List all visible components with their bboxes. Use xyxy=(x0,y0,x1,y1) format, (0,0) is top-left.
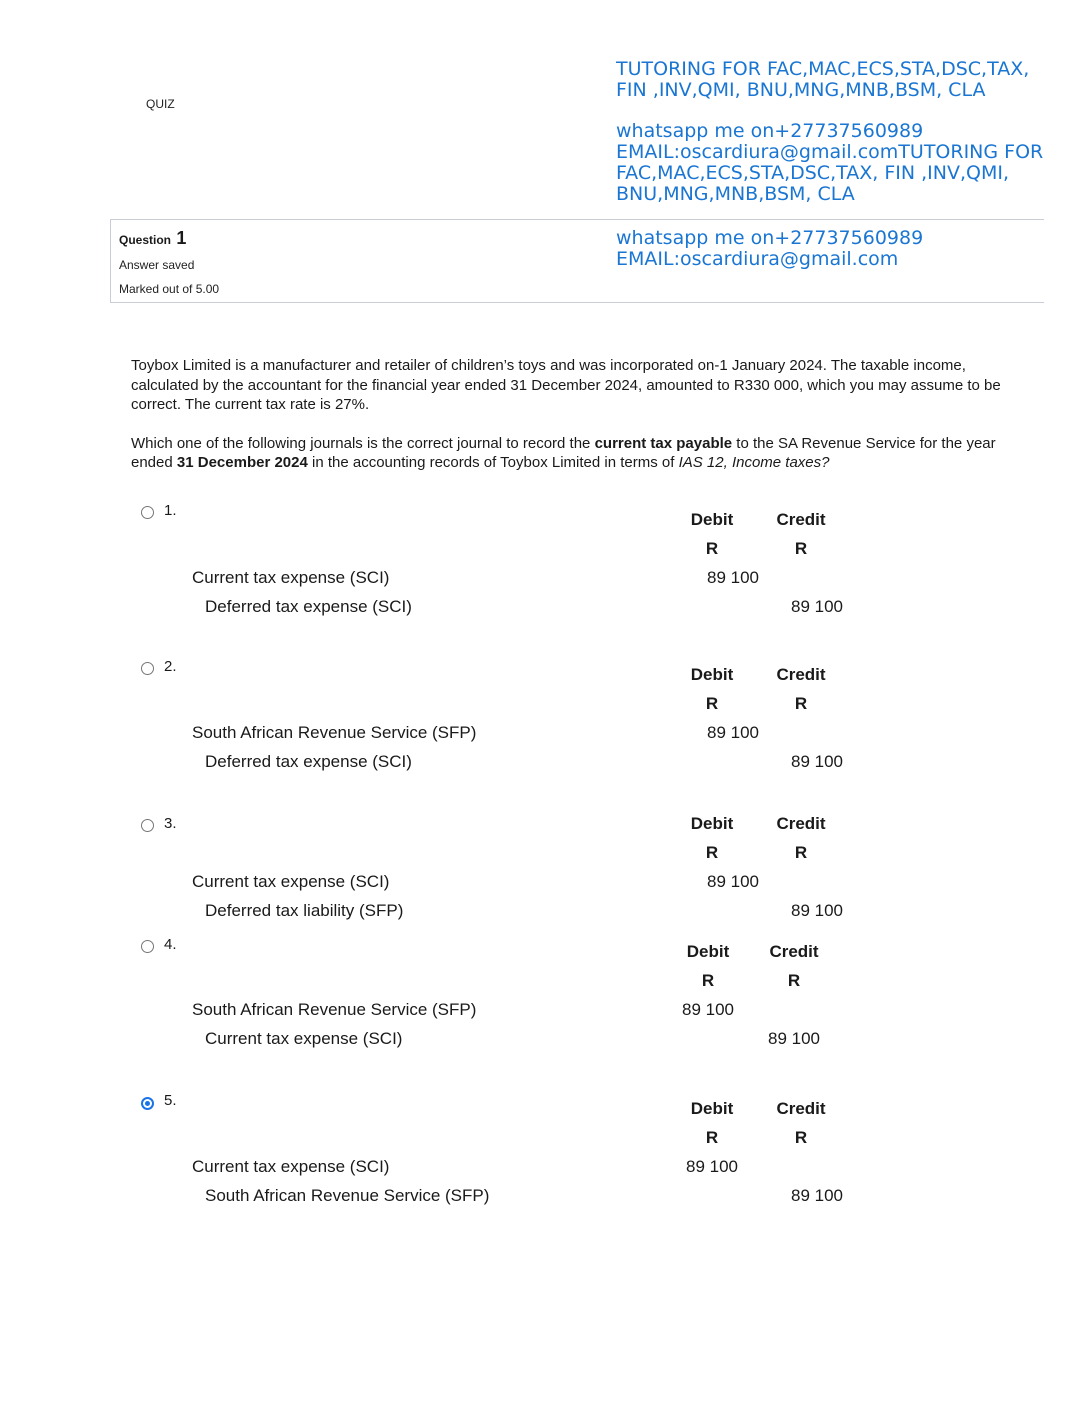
credit-account: South African Revenue Service (SFP) xyxy=(205,1186,490,1205)
debit-currency: R xyxy=(705,694,719,713)
debit-header: Debit xyxy=(686,942,730,961)
debit-amount: 89 100 xyxy=(682,1000,734,1019)
option-number: 4. xyxy=(164,936,177,953)
question-heading xyxy=(119,228,186,249)
debit-header: Debit xyxy=(690,1099,734,1118)
credit-amount: 89 100 xyxy=(768,1029,820,1048)
radio-option-3[interactable] xyxy=(141,819,154,832)
question-label: Question xyxy=(119,233,172,247)
credit-header: Credit xyxy=(769,942,819,961)
option-number: 1. xyxy=(164,502,177,519)
credit-amount: 89 100 xyxy=(791,901,843,920)
debit-header: Debit xyxy=(690,665,734,684)
promo-text-3: whatsapp me on+27737560989 EMAIL:oscardiura@gmail.com xyxy=(616,227,924,270)
credit-header: Credit xyxy=(776,665,826,684)
credit-currency: R xyxy=(787,971,801,990)
radio-option-1[interactable] xyxy=(141,506,154,519)
radio-option-5[interactable] xyxy=(141,1097,154,1110)
debit-header: Debit xyxy=(690,510,734,529)
question-paragraph-1: Toybox Limited is a manufacturer and retailer of children’s toys and was incorporated on-1 January 2024. The taxable income, calculated by the accountant for the financial year ended 31 December 2024, amounted to R330 000, which you may assume to be correct. The current tax rate is 27%. xyxy=(131,357,1001,413)
debit-amount: 89 100 xyxy=(686,1157,738,1176)
debit-account: Current tax expense (SCI) xyxy=(192,568,390,587)
debit-account: Current tax expense (SCI) xyxy=(192,872,390,891)
debit-account: South African Revenue Service (SFP) xyxy=(192,1000,477,1019)
credit-currency: R xyxy=(794,539,808,558)
credit-currency: R xyxy=(794,843,808,862)
debit-account: South African Revenue Service (SFP) xyxy=(192,723,477,742)
credit-currency: R xyxy=(794,1128,808,1147)
credit-account: Deferred tax expense (SCI) xyxy=(205,597,412,616)
credit-account: Current tax expense (SCI) xyxy=(205,1029,403,1048)
debit-currency: R xyxy=(701,971,715,990)
question-text xyxy=(131,356,1031,492)
option-number: 5. xyxy=(164,1092,177,1109)
credit-header: Credit xyxy=(776,814,826,833)
credit-header: Credit xyxy=(776,510,826,529)
debit-currency: R xyxy=(705,539,719,558)
debit-header: Debit xyxy=(690,814,734,833)
credit-account: Deferred tax liability (SFP) xyxy=(205,901,404,920)
question-state: Answer saved xyxy=(119,258,195,272)
credit-currency: R xyxy=(794,694,808,713)
radio-option-2[interactable] xyxy=(141,662,154,675)
debit-amount: 89 100 xyxy=(707,723,759,742)
debit-account: Current tax expense (SCI) xyxy=(192,1157,390,1176)
quiz-label: QUIZ xyxy=(146,97,175,111)
promo-text-1: TUTORING FOR FAC,MAC,ECS,STA,DSC,TAX, FIN ,INV,QMI, BNU,MNG,MNB,BSM, CLA xyxy=(616,58,1030,101)
debit-currency: R xyxy=(705,843,719,862)
question-paragraph-2: Which one of the following journals is the correct journal to record the current tax payable to the SA Revenue Service for the year ended 31 December 2024 in the accounting records of Toybox Limited in terms of IAS 12, Income taxes? xyxy=(131,434,996,471)
debit-amount: 89 100 xyxy=(707,872,759,891)
question-number: 1 xyxy=(176,228,187,248)
credit-amount: 89 100 xyxy=(791,1186,843,1205)
option-number: 3. xyxy=(164,815,177,832)
credit-header: Credit xyxy=(776,1099,826,1118)
promo-text-2: whatsapp me on+27737560989 EMAIL:oscardiura@gmail.comTUTORING FOR FAC,MAC,ECS,STA,DSC,TAX, FIN ,INV,QMI, BNU,MNG,MNB,BSM, CLA xyxy=(616,120,1044,205)
credit-amount: 89 100 xyxy=(791,597,843,616)
debit-amount: 89 100 xyxy=(707,568,759,587)
credit-account: Deferred tax expense (SCI) xyxy=(205,752,412,771)
debit-currency: R xyxy=(705,1128,719,1147)
credit-amount: 89 100 xyxy=(791,752,843,771)
question-grade: Marked out of 5.00 xyxy=(119,282,220,296)
promo-block xyxy=(616,59,1056,225)
radio-option-4[interactable] xyxy=(141,940,154,953)
option-number: 2. xyxy=(164,658,177,675)
